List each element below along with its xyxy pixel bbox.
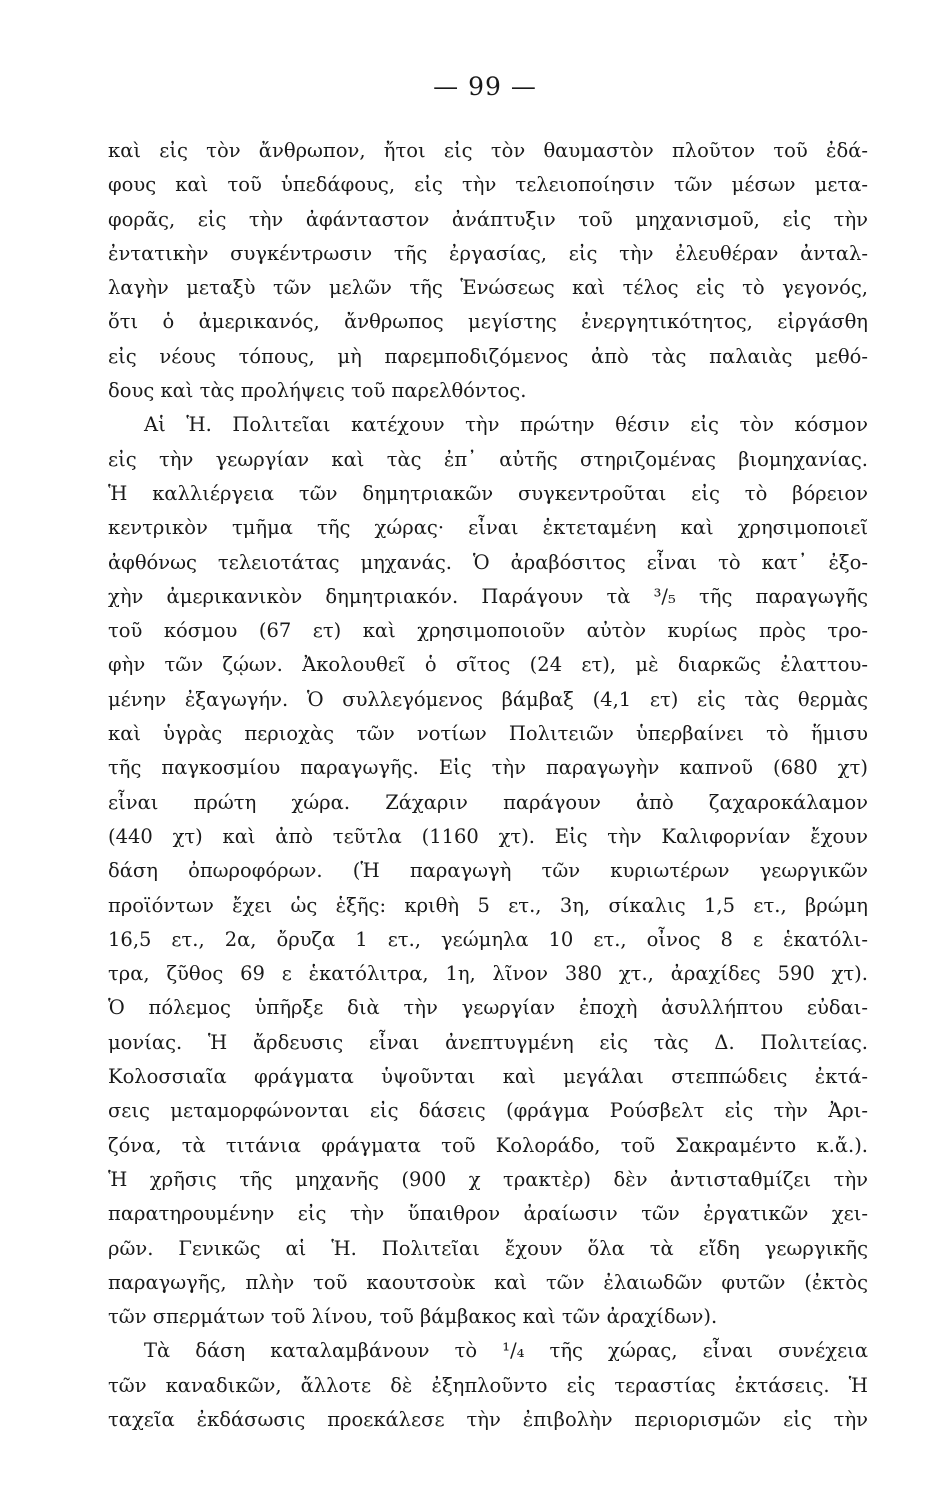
text-line: κεντρικὸν τμῆμα τῆς χώρας· εἶναι ἐκτεταμένη καὶ χρησιμοποιεῖ — [108, 516, 868, 540]
text-line: τρα, ζῦθος 69 ε ἑκατόλιτρα, 1η, λῖνον 380 χτ., ἀραχίδες 590 χτ). — [108, 962, 868, 986]
text-line: τῶν σπερμάτων τοῦ λίνου, τοῦ βάμβακος καὶ τῶν ἀραχίδων). — [108, 1305, 718, 1329]
text-line: χὴν ἀμερικανικὸν δημητριακόν. Παράγουν τὰ ³/₅ τῆς παραγωγῆς — [108, 584, 868, 608]
text-line: παρατηρουμένην εἰς τὴν ὕπαιθρον ἀραίωσιν τῶν ἐργατικῶν χει- — [108, 1202, 868, 1226]
text-line: ταχεῖα ἐκδάσωσις προεκάλεσε τὴν ἐπιβολὴν περιορισμῶν εἰς τὴν — [108, 1407, 868, 1431]
text-line: φὴν τῶν ζῴων. Ἀκολουθεῖ ὁ σῖτος (24 ετ), μὲ διαρκῶς ἐλαττου- — [108, 653, 868, 677]
text-line: καὶ εἰς τὸν ἄνθρωπον, ἤτοι εἰς τὸν θαυμαστὸν πλοῦτον τοῦ ἐδά- — [108, 139, 868, 162]
text-line: μένην ἐξαγωγήν. Ὁ συλλεγόμενος βάμβαξ (4,1 ετ) εἰς τὰς θερμὰς — [108, 687, 868, 711]
text-line: σεις μεταμορφώνονται εἰς δάσεις (φράγμα Ρούσβελτ εἰς τὴν Ἀρι- — [108, 1099, 868, 1123]
text-line: Τὰ δάση καταλαμβάνουν τὸ ¹/₄ τῆς χώρας, εἶναι συνέχεια — [144, 1339, 868, 1363]
text-line: εἶναι πρώτη χώρα. Ζάχαριν παράγουν ἀπὸ ζαχαροκάλαμον — [108, 790, 868, 814]
text-line: παραγωγῆς, πλὴν τοῦ καουτσοὺκ καὶ τῶν ἐλαιωδῶν φυτῶν (ἐκτὸς — [108, 1270, 868, 1294]
text-line: Κολοσσιαῖα φράγματα ὑψοῦνται καὶ μεγάλαι στεππώδεις ἐκτά- — [108, 1065, 868, 1089]
text-line: λαγὴν μεταξὺ τῶν μελῶν τῆς Ἑνώσεως καὶ τέλος εἰς τὸ γεγονός, — [108, 276, 868, 300]
text-line: προϊόντων ἔχει ὡς ἑξῆς: κριθὴ 5 ετ., 3η, σίκαλις 1,5 ετ., βρώμη — [108, 893, 868, 917]
text-line: ὅτι ὁ ἀμερικανός, ἄνθρωπος μεγίστης ἐνεργητικότητος, εἰργάσθη — [108, 310, 868, 334]
text-line: καὶ ὑγρὰς περιοχὰς τῶν νοτίων Πολιτειῶν ὑπερβαίνει τὸ ἥμισυ — [108, 722, 868, 746]
text-line: Αἱ Ἡ. Πολιτεῖαι κατέχουν τὴν πρώτην θέσιν εἰς τὸν κόσμον — [144, 413, 868, 437]
text-line: ζόνα, τὰ τιτάνια φράγματα τοῦ Κολοράδο, τοῦ Σακραμέντο κ.ἄ.). — [108, 1133, 868, 1157]
text-line: μονίας. Ἡ ἄρδευσις εἶναι ἀνεπτυγμένη εἰς τὰς Δ. Πολιτείας. — [108, 1030, 868, 1054]
text-line: (440 χτ) καὶ ἀπὸ τεῦτλα (1160 χτ). Εἰς τὴν Καλιφορνίαν ἔχουν — [108, 824, 868, 848]
text-line: δάση ὀπωροφόρων. (Ἡ παραγωγὴ τῶν κυριωτέρων γεωργικῶν — [108, 859, 868, 883]
text-line: Ἡ χρῆσις τῆς μηχανῆς (900 χ τρακτὲρ) δὲν ἀντισταθμίζει τὴν — [108, 1167, 868, 1191]
text-line: τῆς παγκοσμίου παραγωγῆς. Εἰς τὴν παραγωγὴν καπνοῦ (680 χτ) — [108, 756, 868, 780]
text-line: τῶν καναδικῶν, ἄλλοτε δὲ ἐξηπλοῦντο εἰς τεραστίας ἐκτάσεις. Ἡ — [108, 1373, 868, 1397]
text-line: ἐντατικὴν συγκέντρωσιν τῆς ἐργασίας, εἰς τὴν ἐλευθέραν ἀνταλ- — [108, 241, 868, 265]
text-line: ἀφθόνως τελειοτάτας μηχανάς. Ὁ ἀραβόσιτος εἶναι τὸ κατ᾽ ἐξο- — [108, 550, 868, 574]
text-line: τοῦ κόσμου (67 ετ) καὶ χρησιμοποιοῦν αὐτὸν κυρίως πρὸς τρο- — [108, 619, 868, 643]
text-line: φους καὶ τοῦ ὑπεδάφους, εἰς τὴν τελειοποίησιν τῶν μέσων μετα- — [108, 173, 868, 197]
text-line: 16,5 ετ., 2α, ὄρυζα 1 ετ., γεώμηλα 10 ετ., οἶνος 8 ε ἑκατόλι- — [108, 927, 868, 951]
text-line: ρῶν. Γενικῶς αἱ Ἡ. Πολιτεῖαι ἔχουν ὅλα τὰ εἴδη γεωργικῆς — [108, 1236, 868, 1260]
body-text — [108, 134, 868, 1437]
page-number: — 99 — — [433, 72, 537, 101]
text-line: Ὁ πόλεμος ὑπῆρξε διὰ τὴν γεωργίαν ἐποχὴ ἀσυλλήπτου εὐδαι- — [108, 996, 868, 1020]
text-line: φορᾶς, εἰς τὴν ἀφάνταστον ἀνάπτυξιν τοῦ μηχανισμοῦ, εἰς τὴν — [108, 207, 868, 231]
text-line: δους καὶ τὰς προλήψεις τοῦ παρελθόντος. — [108, 379, 527, 403]
text-line: εἰς τὴν γεωργίαν καὶ τὰς ἐπ᾽ αὐτῆς στηριζομένας βιομηχανίας. — [108, 447, 868, 471]
text-line: Ἡ καλλιέργεια τῶν δημητριακῶν συγκεντροῦται εἰς τὸ βόρειον — [108, 481, 868, 505]
text-line: εἰς νέους τόπους, μὴ παρεμποδιζόμενος ἀπὸ τὰς παλαιὰς μεθό- — [108, 344, 868, 368]
